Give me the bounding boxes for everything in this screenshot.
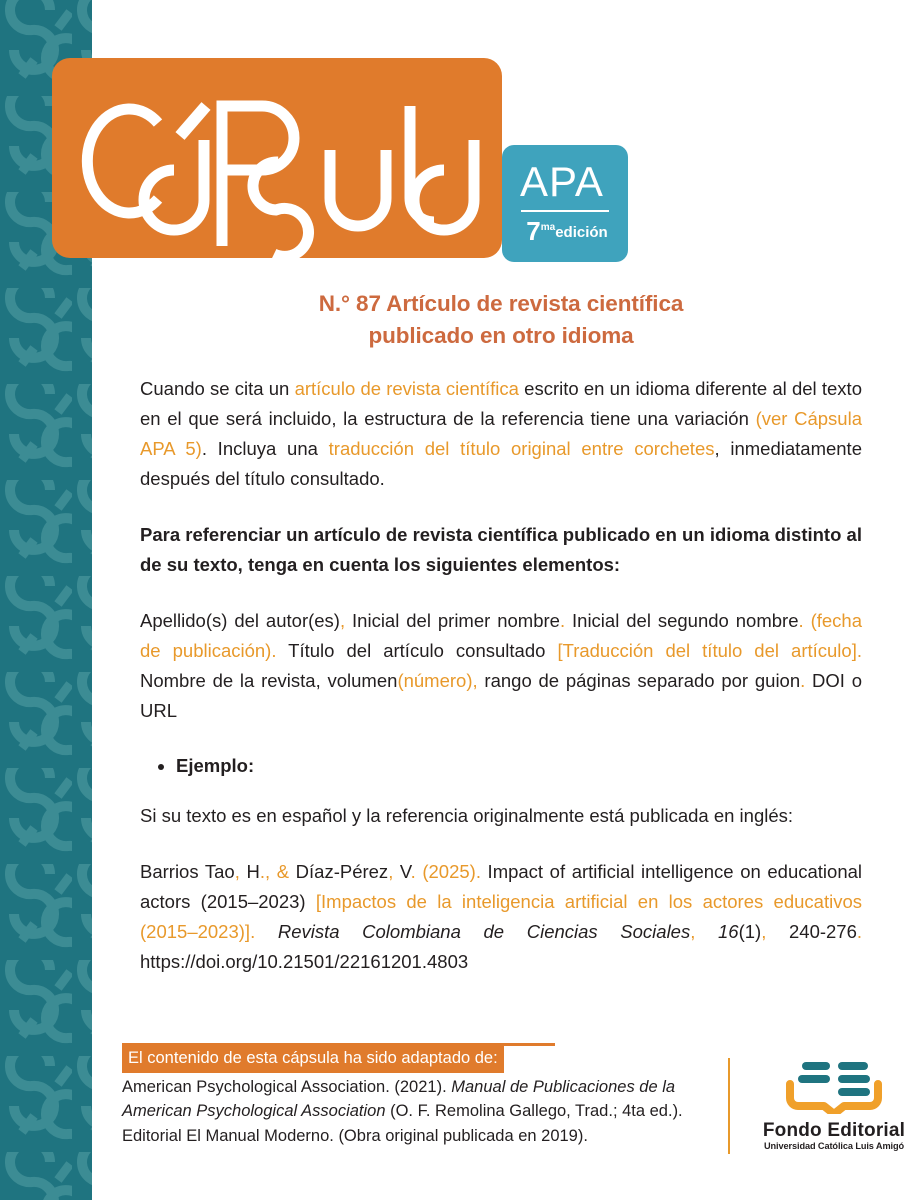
- ref-t3: Díaz-Pérez: [289, 861, 389, 883]
- footer-heading: El contenido de esta cápsula ha sido adaptado de:: [122, 1046, 504, 1073]
- intro-accent-1: artículo de revista científica: [294, 377, 519, 399]
- struct-a1: ,: [339, 609, 346, 631]
- structure-paragraph: [140, 606, 862, 726]
- struct-t3: Inicial del segundo nombre: [565, 609, 799, 631]
- example-intro-paragraph: Si su texto es en español y la referencia originalmente está publicada en inglés:: [140, 805, 794, 827]
- struct-a8: (número): [397, 669, 473, 691]
- struct-t2: Inicial del primer nombre: [345, 609, 560, 631]
- ref-t2: H: [239, 861, 260, 883]
- footer-vertical-divider: [728, 1058, 730, 1154]
- list-item: [176, 752, 862, 780]
- struct-a9: ,: [472, 669, 478, 691]
- struct-a6: [Traducción del título del artículo]: [557, 639, 857, 661]
- page-title-line1: N.° 87 Artículo de revista científica: [318, 291, 684, 316]
- ref-a9: .: [250, 921, 256, 943]
- ref-doi: https://doi.org/10.21501/22161201.4803: [140, 951, 469, 973]
- ref-t1: Barrios Tao: [140, 861, 235, 883]
- footer-manual-title: Manual de Publicaciones de la American Psychological Association: [122, 1077, 676, 1121]
- intro-text-1: Cuando se cita un: [140, 377, 295, 399]
- ref-a3: &: [270, 861, 290, 883]
- footer-attribution: [122, 1046, 742, 1148]
- ref-a11: ,: [761, 921, 767, 943]
- struct-a4: (fecha de publicación): [140, 609, 862, 661]
- ref-journal-title: Revista Colombiana de Ciencias Sociales: [277, 921, 691, 943]
- footer-text-1: American Psychological Association. (2021).: [122, 1077, 452, 1096]
- apa-edition-number: 7: [526, 216, 541, 246]
- ref-t8: (1): [738, 921, 762, 943]
- intro-paragraph: [140, 374, 862, 494]
- ref-t6: Impact of artificial intelligence on educational actors (2015–2023): [140, 861, 863, 913]
- intro-text-4: , inmediatamente después del título consultado.: [140, 437, 862, 489]
- publisher-logo: [760, 1058, 908, 1152]
- capsula-logo-block: [52, 58, 502, 258]
- ref-a12: .: [856, 921, 863, 943]
- ref-a6: (2025): [422, 861, 476, 883]
- intro-text-3: . Incluya una: [201, 437, 329, 459]
- ref-t7: [255, 921, 278, 942]
- example-list: [140, 752, 862, 780]
- struct-t6: Nombre de la revista, volumen: [140, 669, 398, 691]
- struct-t8: DOI o URL: [140, 669, 863, 721]
- struct-a2: .: [559, 609, 566, 631]
- struct-t5: Título del artículo consultado: [276, 639, 558, 661]
- ref-a7: .: [475, 861, 481, 883]
- apa-edition-badge: [502, 145, 628, 262]
- ref-a1: ,: [234, 861, 240, 883]
- footer-source-text: [122, 1075, 700, 1148]
- ref-t4: V: [393, 861, 411, 883]
- ref-a10: ,: [690, 921, 696, 943]
- ref-a8: [Impactos de la inteligencia artificial en los actores educativos (2015–2023)]: [140, 891, 862, 943]
- struct-a3: .: [798, 609, 804, 631]
- intro-accent-3: traducción del título original entre corchetes: [328, 437, 715, 459]
- capsula-wordmark-icon: [52, 58, 502, 258]
- publisher-name: Fondo Editorial: [762, 1120, 906, 1141]
- example-label: Ejemplo:: [176, 754, 255, 776]
- ref-t9: 240-276: [766, 921, 857, 943]
- struct-t1: Apellido(s) del autor(es): [140, 609, 340, 631]
- page-title: [140, 288, 862, 352]
- apa-badge-word: APA: [520, 158, 604, 205]
- apa-badge-rule: [521, 210, 609, 212]
- apa-badge-edition: [502, 218, 628, 244]
- struct-a5: .: [271, 639, 277, 661]
- ref-volume: 16: [695, 921, 739, 943]
- reference-paragraph: [140, 857, 862, 977]
- page-title-line2: publicado en otro idioma: [368, 322, 634, 348]
- document-content: [140, 288, 862, 1003]
- struct-t7: rango de páginas separado por guion: [477, 669, 801, 691]
- struct-a10: .: [800, 669, 806, 691]
- apa-edition-word: edición: [555, 224, 608, 241]
- ref-a5: .: [410, 861, 416, 883]
- footer-text-2: (O. F. Remolina Gallego, Trad.; 4ta ed.). Editorial El Manual Moderno. (Obra original publicada en 2019).: [122, 1102, 683, 1145]
- ref-a4: ,: [388, 861, 394, 883]
- apa-edition-ordinal: ma: [540, 222, 556, 233]
- publisher-subtitle: Universidad Católica Luis Amigó: [763, 1140, 904, 1151]
- lead-bold-paragraph: Para referenciar un artículo de revista científica publicado en un idioma distinto al de su texto, tenga en cuenta los siguientes elementos:: [140, 523, 862, 575]
- intro-accent-2: (ver Cápsula APA 5): [140, 407, 862, 459]
- struct-t4: [804, 610, 811, 631]
- ref-a2: .,: [259, 861, 271, 883]
- open-book-icon: [784, 1058, 884, 1114]
- intro-text-2: escrito en un idioma diferente al del texto en el que será incluido, la estructura de la referencia tiene una variación: [140, 377, 862, 429]
- struct-a7: .: [856, 639, 862, 661]
